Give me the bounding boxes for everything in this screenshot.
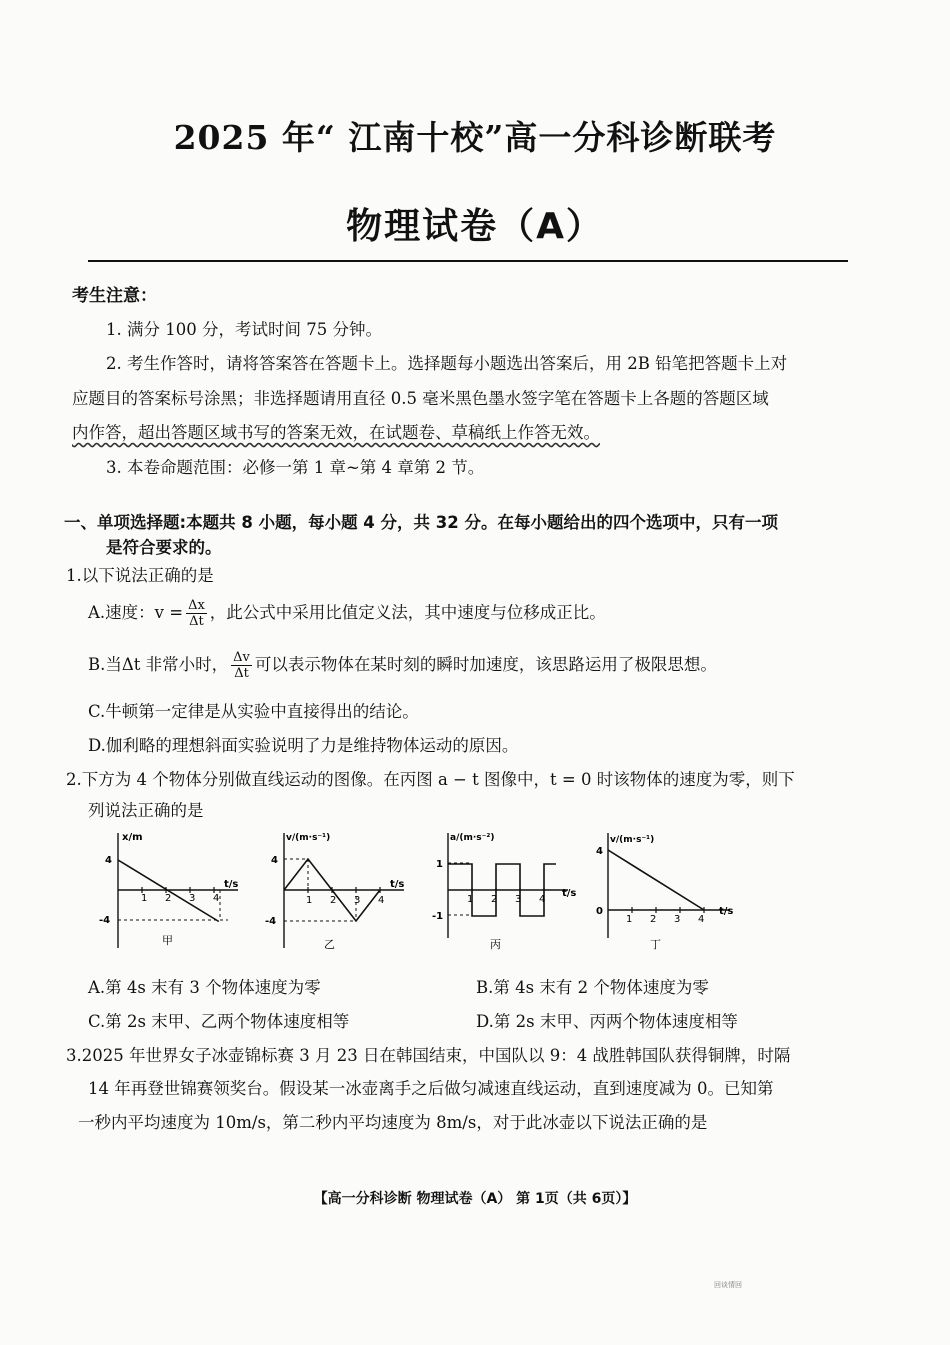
- bing-xlabel: t/s: [562, 888, 577, 899]
- q3-line-1: 3.2025 年世界女子冰壶锦标赛 3 月 23 日在韩国结束，中国队以 9：4 战胜韩国队获得铜牌，时隔: [66, 1046, 791, 1065]
- q1-b-numerator: Δv: [233, 650, 250, 665]
- q3-line-2: 14 年再登世锦赛领奖台。假设某一冰壶离手之后做匀减速直线运动，直到速度减为 0。已知第: [88, 1079, 774, 1098]
- q2-option-a: A.第 4s 末有 3 个物体速度为零: [88, 978, 321, 997]
- bing-ytick-bottom: -1: [432, 911, 444, 922]
- q1-b-fraction: [231, 650, 252, 681]
- title-divider: [88, 260, 848, 262]
- yi-xlabel: t/s: [390, 879, 405, 890]
- paper-subtitle: 物理试卷（A）: [346, 206, 604, 247]
- yi-xtick-4: 4: [378, 895, 385, 906]
- yi-xtick-1: 1: [306, 895, 313, 906]
- q1-a-fraction: [186, 598, 207, 629]
- notice-item-1: 1. 满分 100 分，考试时间 75 分钟。: [106, 320, 382, 339]
- corner-mark: 回谈情回: [714, 1281, 742, 1289]
- notice-heading: 考生注意：: [72, 286, 157, 306]
- ding-xtick-2: 2: [650, 914, 657, 925]
- yi-ytick-bottom: -4: [265, 916, 277, 927]
- bing-title: 丙: [490, 938, 501, 951]
- q1-a-suffix: ，此公式中采用比值定义法，其中速度与位移成正比。: [209, 603, 606, 622]
- graph-ding: [592, 828, 742, 958]
- q1-stem: 1.以下说法正确的是: [66, 566, 214, 585]
- q1-b-prefix: B.当Δt 非常小时，: [88, 655, 229, 674]
- jia-xtick-3: 3: [189, 893, 196, 904]
- bing-xtick-3: 3: [515, 894, 522, 905]
- bing-ytick-top: 1: [436, 859, 443, 870]
- ding-ytick-top: 4: [596, 846, 603, 857]
- q1-a-denominator: Δt: [189, 614, 204, 629]
- q1-b-suffix: 可以表示物体在某时刻的瞬时加速度，该思路运用了极限思想。: [254, 655, 717, 674]
- graph-yi: [262, 828, 412, 958]
- jia-series-line: [118, 860, 219, 922]
- ding-xtick-4: 4: [698, 914, 705, 925]
- jia-xtick-4: 4: [213, 893, 220, 904]
- ding-ylabel: v/(m·s⁻¹): [610, 835, 655, 845]
- yi-title: 乙: [324, 938, 335, 951]
- notice-item-2-line-3: 内作答，超出答题区域书写的答案无效，在试题卷、草稿纸上作答无效。: [72, 423, 600, 442]
- jia-xlabel: t/s: [224, 879, 239, 890]
- q1-option-c: C.牛顿第一定律是从实验中直接得出的结论。: [88, 702, 419, 721]
- q2-stem-line-2: 列说法正确的是: [88, 801, 204, 820]
- q2-stem-line-1: 2.下方为 4 个物体分别做直线运动的图像。在丙图 a − t 图像中，t = 0 时该物体的速度为零，则下: [66, 770, 795, 789]
- ding-title: 丁: [650, 938, 661, 951]
- yi-ylabel: v/(m·s⁻¹): [286, 833, 331, 843]
- yi-ytick-top: 4: [271, 855, 278, 866]
- jia-ytick-top: 4: [105, 855, 112, 866]
- graph-bing: [420, 828, 580, 958]
- q2-option-d: D.第 2s 末甲、丙两个物体速度相等: [476, 1012, 738, 1031]
- q3-line-3: 一秒内平均速度为 10m/s，第二秒内平均速度为 8m/s，对于此冰壶以下说法正确的是: [78, 1113, 708, 1132]
- jia-ylabel: x/m: [122, 832, 143, 843]
- notice-item-3: 3. 本卷命题范围：必修一第 1 章~第 4 章第 2 节。: [106, 458, 485, 477]
- bing-ylabel: a/(m·s⁻²): [450, 833, 495, 843]
- notice-item-2-line-1: 2. 考生作答时，请将答案答在答题卡上。选择题每小题选出答案后，用 2B 铅笔把答题卡上对: [106, 354, 788, 373]
- q1-option-d: D.伽利略的理想斜面实验说明了力是维持物体运动的原因。: [88, 736, 519, 755]
- section-1-heading-line-1: 一、单项选择题:本题共 8 小题，每小题 4 分，共 32 分。在每小题给出的四个选项中，只有一项: [64, 513, 778, 532]
- notice-item-2-line-2: 应题目的答案标号涂黑；非选择题请用直径 0.5 毫米黑色墨水签字笔在答题卡上各题的答题区域: [72, 389, 769, 408]
- jia-title: 甲: [162, 934, 173, 947]
- ding-series-line: [608, 850, 704, 910]
- q1-b-denominator: Δt: [234, 666, 249, 681]
- ding-xtick-1: 1: [626, 914, 633, 925]
- exam-title: 2025 年“ 江南十校”高一分科诊断联考: [173, 118, 777, 157]
- q2-option-c: C.第 2s 末甲、乙两个物体速度相等: [88, 1012, 350, 1031]
- q1-a-prefix: A.速度：v =: [88, 603, 184, 622]
- jia-xtick-2: 2: [165, 893, 172, 904]
- q1-a-numerator: Δx: [188, 598, 205, 613]
- yi-xtick-2: 2: [330, 895, 337, 906]
- page-footer: 【高一分科诊断 物理试卷（A） 第 1页（共 6页）】: [313, 1191, 637, 1207]
- bing-xtick-4: 4: [539, 894, 546, 905]
- section-1-heading-line-2: 是符合要求的。: [106, 538, 222, 557]
- q1-option-a: [88, 598, 606, 629]
- ding-ytick-zero: 0: [596, 906, 603, 917]
- graph-jia: [96, 828, 246, 958]
- ding-xlabel: t/s: [719, 906, 734, 917]
- bing-xtick-2: 2: [491, 894, 498, 905]
- q2-option-b: B.第 4s 末有 2 个物体速度为零: [476, 978, 709, 997]
- jia-ytick-bottom: -4: [99, 915, 111, 926]
- bing-xtick-1: 1: [467, 894, 474, 905]
- yi-xtick-3: 3: [354, 895, 361, 906]
- jia-xtick-1: 1: [141, 893, 148, 904]
- q1-option-b: [88, 650, 717, 681]
- ding-xtick-3: 3: [674, 914, 681, 925]
